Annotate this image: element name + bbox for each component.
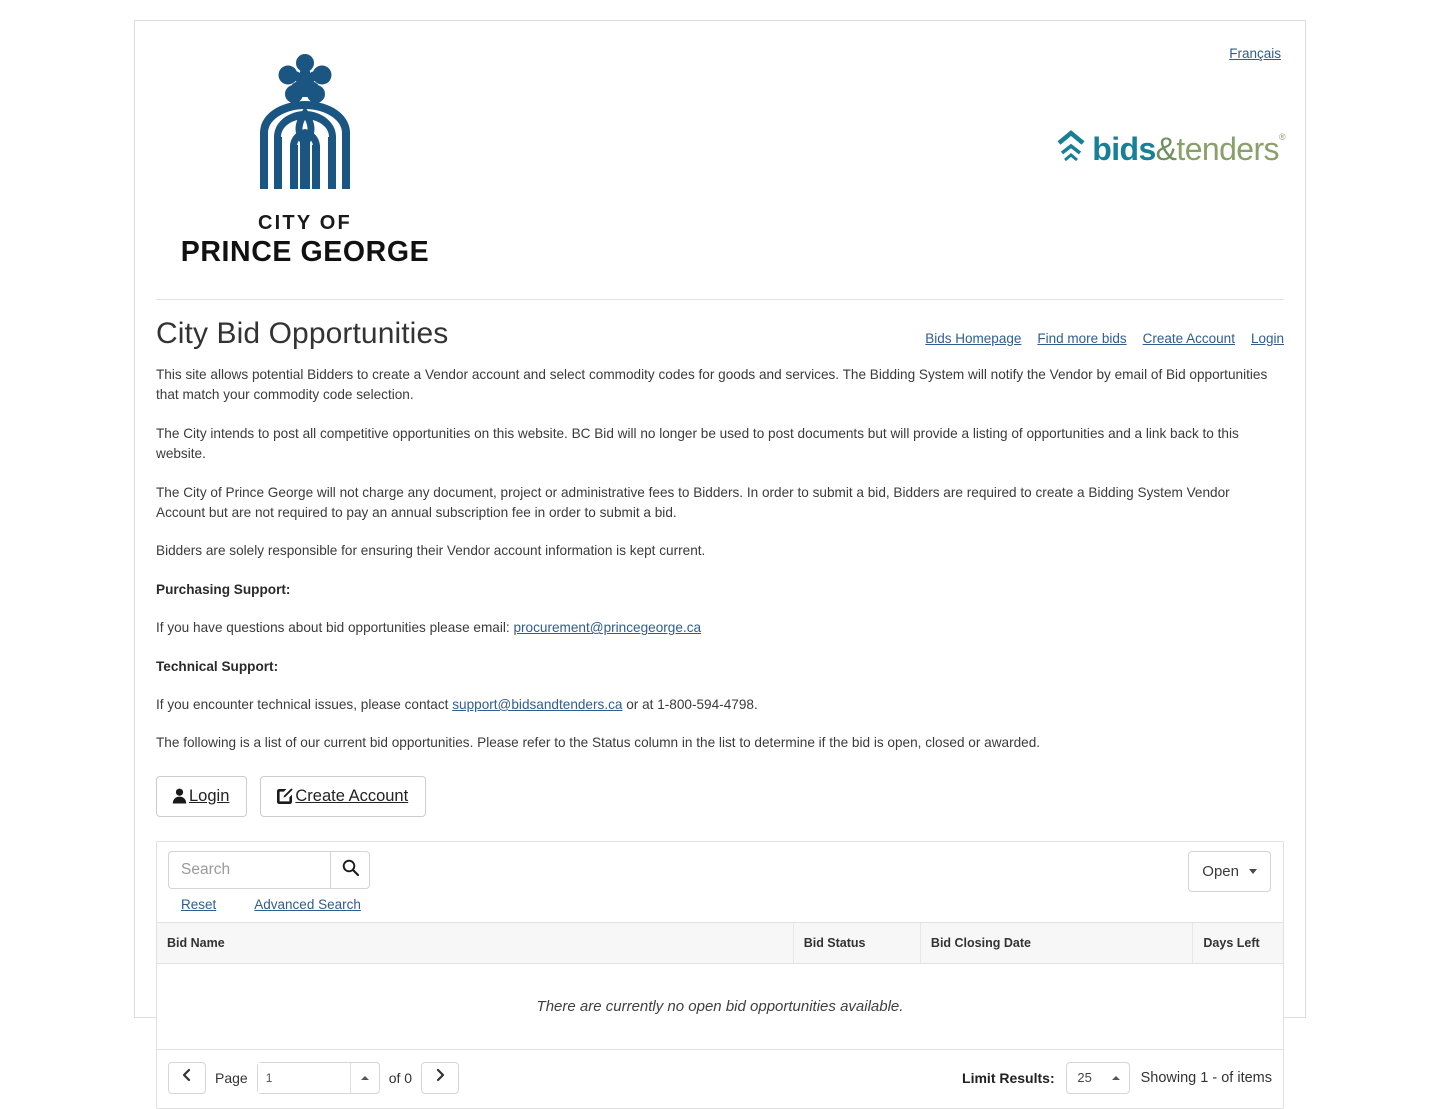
page-count-label: of 0 bbox=[388, 1069, 413, 1086]
purchasing-support-heading: Purchasing Support: bbox=[156, 581, 291, 597]
search-row bbox=[168, 851, 370, 889]
login-button-label: Login bbox=[189, 786, 230, 805]
advanced-search-link[interactable]: Advanced Search bbox=[254, 896, 361, 912]
nav-link-login[interactable]: Login bbox=[1250, 331, 1284, 346]
intro-paragraph-1: This site allows potential Bidders to create a Vendor account and select commodity codes for goods and services. The Bidding System will notify the Vendor by email of Bid opportunities that match your commodity code selection. bbox=[156, 367, 1268, 403]
column-header-bid-closing-date[interactable]: Bid Closing Date bbox=[920, 922, 1192, 963]
intro-paragraph-2: The City intends to post all competitive opportunities on this website. BC Bid will no longer be used to post documents but will provide a listing of opportunities and a link back to this website. bbox=[156, 425, 1239, 462]
search-submit-button[interactable] bbox=[330, 851, 370, 889]
language-toggle-link[interactable]: Français bbox=[1229, 46, 1281, 61]
login-button[interactable] bbox=[156, 776, 247, 817]
city-of-prince-george-logo bbox=[175, 51, 435, 269]
bt-logo-trademark: ® bbox=[1278, 131, 1285, 142]
status-filter-dropdown[interactable] bbox=[1188, 851, 1271, 892]
page-number-input[interactable] bbox=[258, 1063, 350, 1093]
purchasing-support-text: If you have questions about bid opportunities please email: bbox=[156, 620, 514, 636]
page-label: Page bbox=[215, 1069, 248, 1086]
create-account-button[interactable] bbox=[260, 776, 426, 817]
bid-results-panel bbox=[156, 841, 1284, 1109]
city-crest-icon bbox=[175, 51, 435, 206]
main-content bbox=[156, 317, 1284, 1109]
column-header-bid-name[interactable]: Bid Name bbox=[157, 922, 793, 963]
intro-paragraph-3: The City of Prince George will not charge any document, project or administrative fees to Bidders. In order to submit a bid, Bidders are required to create a Bidding System Vendor Account but are not required to pay an annual subscription fee in order to submit a bid. bbox=[156, 484, 1230, 520]
chevron-left-icon bbox=[181, 1068, 193, 1087]
city-logo-line2: PRINCE GEORGE bbox=[180, 236, 430, 268]
table-header-row bbox=[157, 922, 1283, 963]
page-title: City Bid Opportunities bbox=[156, 317, 449, 350]
chevron-right-icon bbox=[434, 1068, 446, 1087]
limit-stepper-arrows[interactable] bbox=[1103, 1063, 1129, 1093]
city-logo-line1: CITY OF bbox=[258, 212, 352, 234]
table-body bbox=[157, 963, 1283, 1049]
create-account-button-label: Create Account bbox=[295, 786, 409, 805]
limit-results-value[interactable]: 25 bbox=[1077, 1070, 1092, 1086]
technical-support-heading: Technical Support: bbox=[156, 658, 279, 674]
technical-support-text-after: or at 1-800-594-4798. bbox=[622, 696, 758, 712]
search-sub-links bbox=[168, 897, 370, 912]
pagination-left bbox=[168, 1062, 459, 1094]
search-group bbox=[168, 851, 370, 912]
header-divider bbox=[156, 299, 1284, 300]
intro-paragraph-4: Bidders are solely responsible for ensuring their Vendor account information is kept current. bbox=[156, 543, 706, 559]
limit-results-label: Limit Results: bbox=[962, 1069, 1055, 1086]
page-number-stepper[interactable] bbox=[257, 1062, 380, 1094]
chevron-down-icon bbox=[1249, 869, 1257, 874]
chevron-stack-icon bbox=[1057, 131, 1085, 166]
chevron-up-icon bbox=[361, 1076, 369, 1080]
page-stepper-arrows[interactable] bbox=[350, 1063, 379, 1093]
empty-state-message: There are currently no open bid opportunities available. bbox=[157, 963, 1283, 1049]
technical-support-line bbox=[156, 695, 1276, 715]
search-icon bbox=[342, 859, 359, 881]
search-input[interactable] bbox=[168, 851, 330, 889]
table-empty-row bbox=[157, 963, 1283, 1049]
previous-page-button[interactable] bbox=[168, 1062, 206, 1094]
limit-results-stepper[interactable] bbox=[1066, 1062, 1130, 1094]
chevron-up-icon bbox=[1112, 1076, 1120, 1080]
purchasing-support-line bbox=[156, 618, 1276, 638]
bids-and-tenders-logo bbox=[1057, 131, 1285, 166]
showing-items-text: Showing 1 - of items bbox=[1140, 1069, 1272, 1086]
bt-logo-tenders: tenders bbox=[1176, 130, 1279, 167]
panel-toolbar bbox=[157, 842, 1283, 912]
support-email-link[interactable]: support@bidsandtenders.ca bbox=[452, 696, 623, 712]
pagination-right bbox=[962, 1062, 1272, 1094]
next-page-button[interactable] bbox=[421, 1062, 459, 1094]
pagination-bar bbox=[157, 1050, 1283, 1108]
site-header bbox=[135, 21, 1305, 281]
technical-support-text-before: If you encounter technical issues, please contact bbox=[156, 696, 453, 712]
bt-logo-amp: & bbox=[1155, 130, 1177, 167]
nav-link-bids-homepage[interactable]: Bids Homepage bbox=[925, 331, 1022, 346]
nav-link-create-account[interactable]: Create Account bbox=[1142, 331, 1235, 346]
nav-link-find-more-bids[interactable]: Find more bids bbox=[1037, 331, 1127, 346]
status-filter-value: Open bbox=[1202, 862, 1239, 880]
procurement-email-link[interactable]: procurement@princegeorge.ca bbox=[513, 620, 702, 636]
account-action-buttons bbox=[156, 776, 1284, 817]
column-header-bid-status[interactable]: Bid Status bbox=[793, 922, 920, 963]
bt-logo-bids: bids bbox=[1092, 130, 1156, 167]
title-row bbox=[156, 317, 1284, 351]
edit-square-icon bbox=[276, 788, 293, 805]
user-icon bbox=[172, 788, 187, 804]
column-header-days-left[interactable]: Days Left bbox=[1193, 922, 1283, 963]
reset-link[interactable]: Reset bbox=[181, 896, 217, 912]
page-container bbox=[134, 20, 1306, 1086]
list-intro-paragraph: The following is a list of our current bid opportunities. Please refer to the Status column in the list to determine if the bid is open, closed or awarded. bbox=[156, 735, 1041, 751]
top-nav-links bbox=[925, 331, 1284, 349]
bid-opportunities-table bbox=[157, 922, 1283, 1050]
